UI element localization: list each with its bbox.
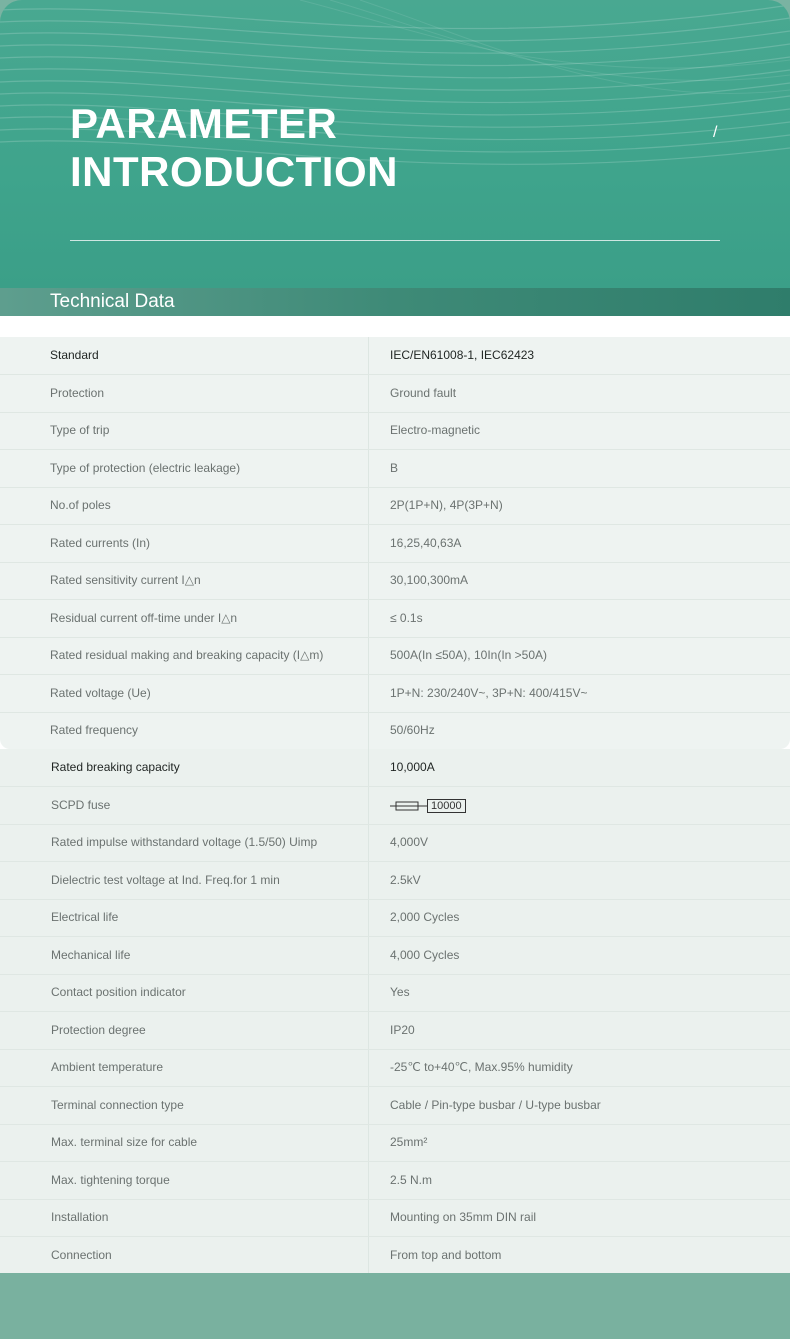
table-row [0,1162,790,1200]
row-label: Max. tightening torque [51,1172,170,1187]
row-label: Type of protection (electric leakage) [50,460,241,475]
table-row [0,675,790,713]
hero-slash-mark: / [713,124,718,141]
page-title-line1: PARAMETER [70,100,338,147]
row-value: Mounting on 35mm DIN rail [390,1210,537,1224]
table-row [0,899,790,937]
row-label: SCPD fuse [51,797,111,812]
table-row [0,712,790,749]
row-label: Installation [51,1210,109,1224]
table-row [0,937,790,975]
row-value: 2.5 N.m [390,1172,433,1187]
table-row [0,862,790,900]
fuse-icon [390,799,428,813]
row-label: Residual current off-time under I△n [50,610,238,625]
technical-data-table [0,337,790,1273]
row-value: 4,000 Cycles [390,947,460,962]
row-value: Yes [390,985,410,999]
fuse-rating: 10000 [427,799,466,813]
row-value: 30,100,300mA [390,573,469,587]
row-value: 50/60Hz [390,723,435,737]
table-row [0,824,790,862]
table-row [0,412,790,450]
row-value: IEC/EN61008-1, IEC62423 [390,348,535,362]
row-value: Electro-magnetic [390,423,481,437]
section-header [0,288,790,316]
table-row [0,787,790,825]
row-value: B [390,460,399,475]
row-value: ≤ 0.1s [390,610,423,625]
row-label: Type of trip [50,423,110,437]
row-label: Protection [50,385,105,400]
page-title [70,100,398,196]
row-value: IP20 [390,1022,415,1037]
row-label: Contact position indicator [51,985,186,999]
row-label: Standard [50,348,99,362]
row-value: Ground fault [390,385,457,400]
hero-divider [70,240,720,241]
row-label: Electrical life [51,910,119,924]
row-label: No.of poles [50,498,111,512]
table-row [0,450,790,488]
row-label: Rated impulse withstandard voltage (1.5/50) Uimp [51,835,318,849]
row-label: Rated voltage (Ue) [50,685,151,700]
row-value: -25℃ to+40℃, Max.95% humidity [390,1060,573,1074]
table-row [0,562,790,600]
row-value: From top and bottom [390,1247,502,1262]
row-label: Max. terminal size for cable [51,1135,198,1149]
spacer [0,316,790,338]
table-row [0,1012,790,1050]
row-label: Ambient temperature [51,1060,164,1074]
row-label: Connection [51,1247,112,1262]
row-label: Rated residual making and breaking capacity (I△m) [50,648,324,662]
row-value: 2,000 Cycles [390,910,460,924]
table-row [0,487,790,525]
row-label: Rated frequency [50,723,139,737]
table-row [0,600,790,638]
hero-banner [0,0,790,288]
page-title-line2: INTRODUCTION [70,148,398,195]
table-row [0,637,790,675]
table-row [0,1237,790,1274]
row-label: Mechanical life [51,947,131,962]
row-value: 2.5kV [390,872,421,887]
row-value: 25mm² [390,1135,428,1149]
table-row [0,974,790,1012]
row-value: 2P(1P+N), 4P(3P+N) [390,498,503,512]
row-value: 500A(In ≤50A), 10In(In >50A) [390,648,548,662]
row-value: 10,000A [390,760,435,774]
row-value: 4,000V [390,835,429,849]
table-row [0,1087,790,1125]
row-label: Terminal connection type [51,1097,184,1112]
table-row [0,337,790,375]
footer-band [0,1273,790,1339]
row-value: 16,25,40,63A [390,535,462,550]
section-title: Technical Data [50,291,175,312]
row-value: 1P+N: 230/240V~, 3P+N: 400/415V~ [390,685,588,700]
table-row [0,1199,790,1237]
table-row [0,375,790,413]
table-row [0,749,790,787]
row-label: Rated breaking capacity [51,760,180,774]
table-row [0,1049,790,1087]
table-row [0,525,790,563]
row-label: Protection degree [51,1022,146,1037]
row-label: Rated currents (In) [50,535,151,550]
table-row [0,1124,790,1162]
row-label: Rated sensitivity current I△n [50,573,201,587]
row-value: Cable / Pin-type busbar / U-type busbar [390,1097,601,1112]
row-label: Dielectric test voltage at Ind. Freq.for 1 min [51,872,280,887]
